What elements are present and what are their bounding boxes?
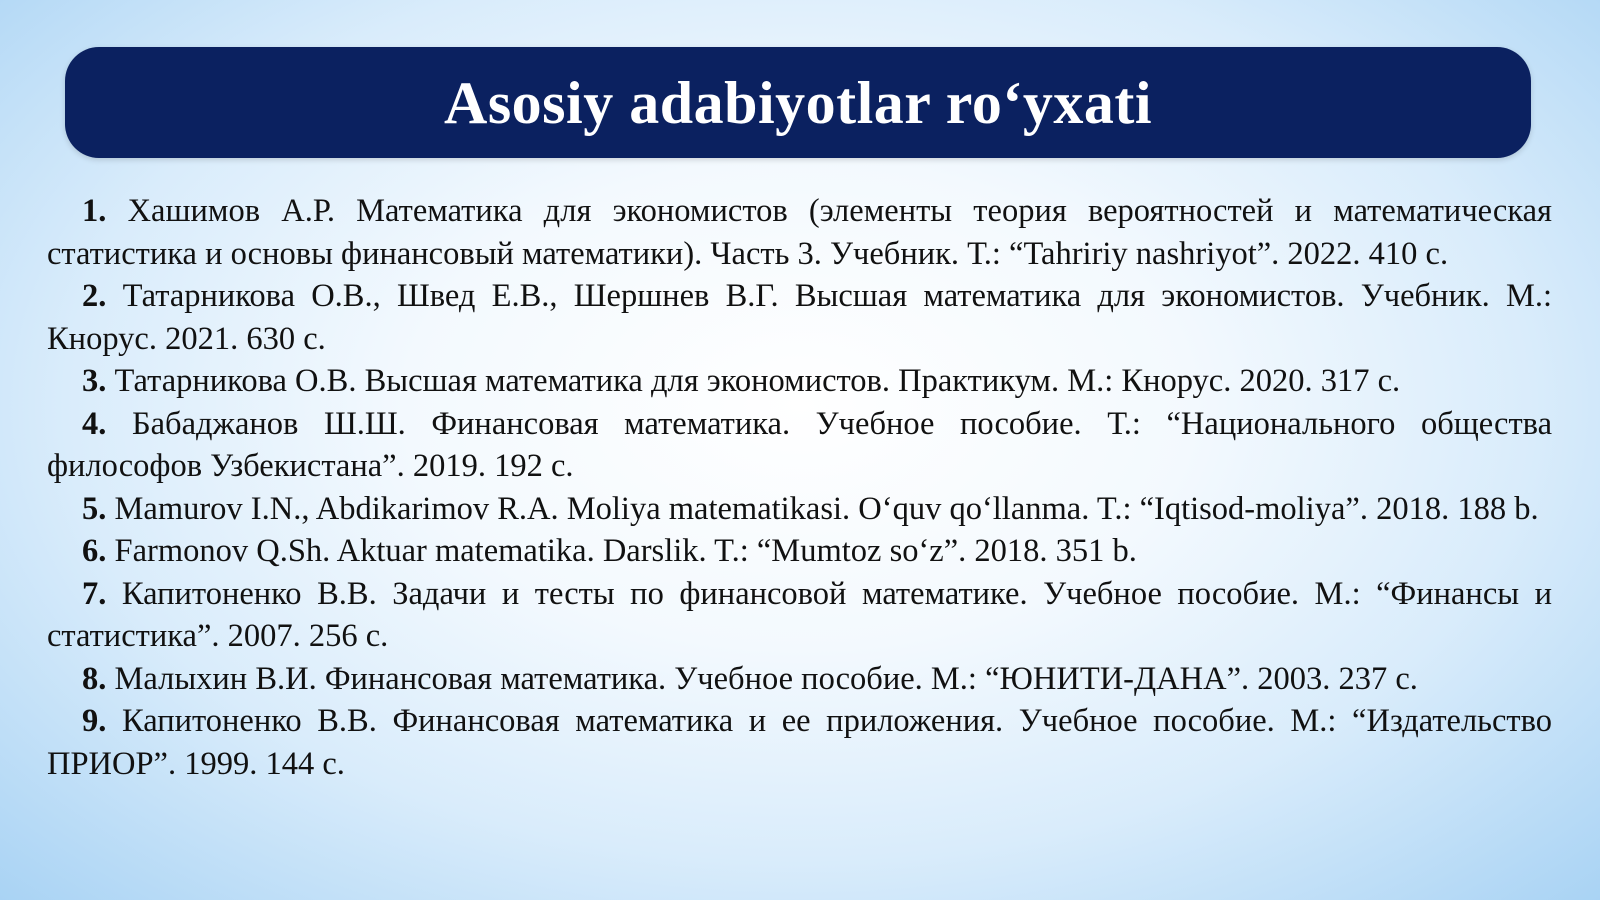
reference-item [47,658,1552,701]
reference-number: 7. [82,575,107,612]
reference-number: 2. [82,278,107,314]
reference-item [47,530,1552,573]
reference-text: Бабаджанов Ш.Ш. Финансовая математика. Учебное пособие. Т.: “Национального общества философов Узбекистана”. 2019. 192 с. [47,405,1553,484]
reference-number: 1. [82,193,107,229]
reference-item [47,275,1552,360]
reference-text: Капитоненко В.В. Задачи и тесты по финансовой математике. Учебное пособие. М.: “Финансы и статистика”. 2007. 256 с. [47,575,1553,654]
reference-item [47,700,1552,785]
reference-text: Farmonov Q.Sh. Aktuar matematika. Darslik. T.: “Mumtoz so‘z”. 2018. 351 b. [114,533,1137,569]
reference-number: 5. [82,490,107,527]
reference-text: Татарникова О.В. Высшая математика для экономистов. Практикум. М.: Кнорус. 2020. 317 с. [114,363,1401,399]
reference-item [47,360,1552,403]
reference-item [47,403,1552,488]
slide-title: Asosiy adabiyotlar ro‘yxati [444,69,1152,136]
reference-text: Малыхин В.И. Финансовая математика. Учебное пособие. М.: “ЮНИТИ-ДАНА”. 2003. 237 с. [114,660,1418,697]
reference-number: 3. [82,363,107,399]
reference-item [47,488,1552,531]
reference-text: Татарникова О.В., Швед Е.В., Шершнев В.Г. Высшая математика для экономистов. Учебник. М.: Кнорус. 2021. 630 с. [47,278,1553,357]
reference-text: Mamurov I.N., Abdikarimov R.A. Moliya matematikasi. O‘quv qo‘llanma. T.: “Iqtisod-moliya”. 2018. 188 b. [114,490,1539,527]
title-banner [65,47,1531,158]
reference-number: 8. [82,660,107,697]
reference-item [47,573,1552,658]
reference-text: Капитоненко В.В. Финансовая математика и ее приложения. Учебное пособие. М.: “Издательство ПРИОР”. 1999. 144 с. [47,703,1552,782]
reference-item [47,190,1552,275]
reference-list [47,190,1552,785]
reference-number: 6. [82,533,107,569]
reference-text: Хашимов А.Р. Математика для экономистов (элементы теория вероятностей и математическая статистика и основы финансовый математики). Часть 3. Учебник. Т.: “Tahririy nashriyot”. 2022. 410 с. [47,193,1552,272]
reference-number: 9. [82,703,107,739]
reference-number: 4. [82,405,107,442]
